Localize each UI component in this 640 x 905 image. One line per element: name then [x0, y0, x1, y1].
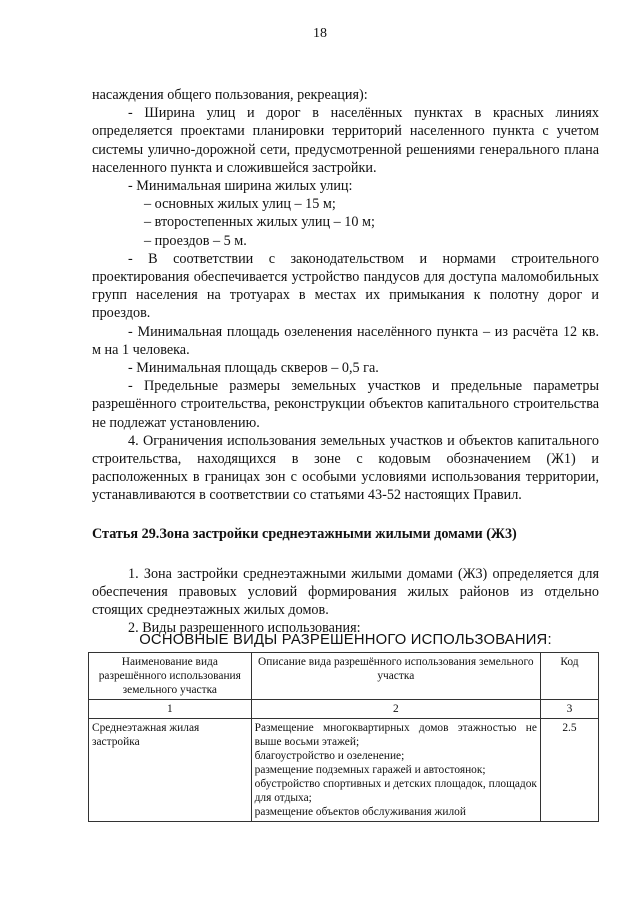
paragraph: - Минимальная ширина жилых улиц:: [128, 178, 353, 195]
description-line: Размещение многоквартирных домов этажностью не выше восьми этажей;: [254, 722, 537, 748]
document-body: [92, 86, 599, 638]
land-use-table: [88, 652, 599, 822]
column-number: 1: [89, 700, 252, 719]
description-line: благоустройство и озеленение;: [254, 750, 405, 762]
paragraph: - Минимальная площадь скверов – 0,5 га.: [128, 360, 379, 377]
list-item: – основных жилых улиц – 15 м;: [144, 196, 336, 213]
column-header-description: Описание вида разрешённого использования земельного участка: [251, 653, 540, 700]
column-number: 3: [540, 700, 598, 719]
paragraph: - Предельные размеры земельных участков и предельные параметры разрешённого строительства, реконструкции объектов капитального строительства не подлежат установлению.: [92, 378, 599, 431]
use-description-cell: [251, 719, 540, 822]
list-item: – проездов – 5 м.: [144, 232, 247, 249]
use-name-cell: Среднеэтажная жилая застройка: [89, 719, 252, 822]
description-line: размещение объектов обслуживания жилой: [254, 806, 466, 818]
paragraph: - Ширина улиц и дорог в населённых пунктах в красных линиях определяется проектами планировки территорий населенного пункта с учетом системы улично-дорожной сети, предусмотренной решениями генерального плана населенного пункта и сложившейся застройки.: [92, 105, 599, 176]
article-heading: Статья 29.Зона застройки среднеэтажными жилыми домами (Ж3): [92, 525, 517, 542]
paragraph: - В соответствии с законодательством и нормами строительного проектирования обеспечивается устройство пандусов для доступа маломобильных групп населения на тротуарах в местах их примыкания к полотну дорог и проездов.: [92, 250, 599, 322]
column-header-name: Наименование вида разрешённого использования земельного участка: [89, 653, 252, 700]
table-row: [89, 719, 599, 822]
paragraph: 1. Зона застройки среднеэтажными жилыми домами (Ж3) определяется для обеспечения правовых условий формирования жилых районов из отдельно стоящих среднеэтажных жилых домов.: [92, 565, 599, 619]
table-header-row: [89, 653, 599, 700]
description-line: обустройство спортивных и детских площадок, площадок для отдыха;: [254, 778, 537, 804]
paragraph: 2. Виды разрешенного использования:: [128, 620, 361, 637]
table-caption: ОСНОВНЫЕ ВИДЫ РАЗРЕШЕННОГО ИСПОЛЬЗОВАНИЯ:: [139, 632, 552, 648]
paragraph: - Минимальная площадь озеленения населённого пункта – из расчёта 12 кв. м на 1 человека.: [92, 323, 599, 358]
column-number-row: [89, 700, 599, 719]
paragraph: 4. Ограничения использования земельных участков и объектов капитального строительства, находящихся в зоне с кодовым обозначением (Ж1) и расположенных в границах зон с особыми условиями использования территории, устанавливаются в соответствии со статьями 43-52 настоящих Правил.: [92, 432, 599, 504]
column-header-code: Код: [540, 653, 598, 700]
list-item: – второстепенных жилых улиц – 10 м;: [144, 214, 375, 231]
use-code-cell: 2.5: [540, 719, 598, 822]
page-number: 18: [313, 26, 327, 41]
column-number: 2: [251, 700, 540, 719]
paragraph: насаждения общего пользования, рекреация):: [92, 87, 368, 103]
description-line: размещение подземных гаражей и автостоянок;: [254, 764, 486, 776]
